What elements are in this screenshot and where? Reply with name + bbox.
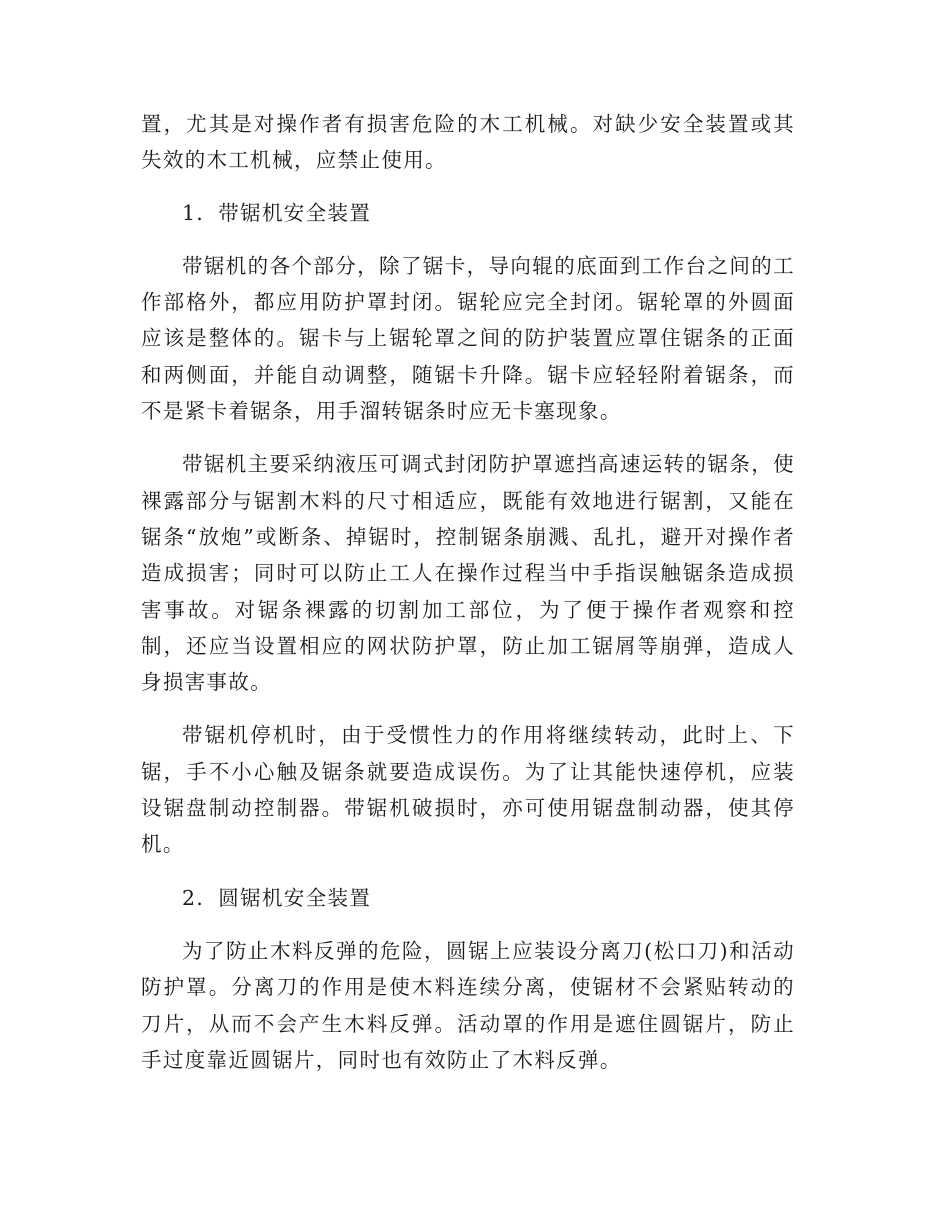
body-paragraph: 带锯机主要采纳液压可调式封闭防护罩遮挡高速运转的锯条，使裸露部分与锯割木料的尺寸相适应，既能有效地进行锯割，又能在锯条“放炮”或断条、掉锯时，控制锯条崩溅、乱扎，避开对操作者造成损害；同时可以防止工人在操作过程当中手指误触锯条造成损害事故。对锯条裸露的切割加工部位，为了便于操作者观察和控制，还应当设置相应的网状防护罩，防止加工锯屑等崩弹，造成人身损害事故。: [141, 452, 795, 695]
body-paragraph: 带锯机停机时，由于受惯性力的作用将继续转动，此时上、下锯，手不小心触及锯条就要造成误伤。为了让其能快速停机，应装设锯盘制动控制器。带锯机破损时，亦可使用锯盘制动器，使其停机。: [141, 723, 795, 857]
continuation-paragraph: 置，尤其是对操作者有损害危险的木工机械。对缺少安全装置或其失效的木工机械，应禁止使用。: [141, 112, 795, 173]
body-paragraph: 带锯机的各个部分，除了锯卡，导向辊的底面到工作台之间的工作部格外，都应用防护罩封闭。锯轮应完全封闭。锯轮罩的外圆面应该是整体的。锯卡与上锯轮罩之间的防护装置应罩住锯条的正面和两侧面，并能自动调整，随锯卡升降。锯卡应轻轻附着锯条，而不是紧卡着锯条，用手溜转锯条时应无卡塞现象。: [141, 253, 795, 424]
document-body: [141, 106, 795, 1095]
section-heading-band-saw: 1．带锯机安全装置: [182, 200, 372, 225]
section-heading-circular-saw: 2．圆锯机安全装置: [182, 885, 372, 910]
body-paragraph: 为了防止木料反弹的危险，圆锯上应装设分离刀(松口刀)和活动防护罩。分离刀的作用是使木料连续分离，使锯材不会紧贴转动的刀片，从而不会产生木料反弹。活动罩的作用是遮住圆锯片，防止手过度靠近圆锯片，同时也有效防止了木料反弹。: [141, 938, 795, 1072]
